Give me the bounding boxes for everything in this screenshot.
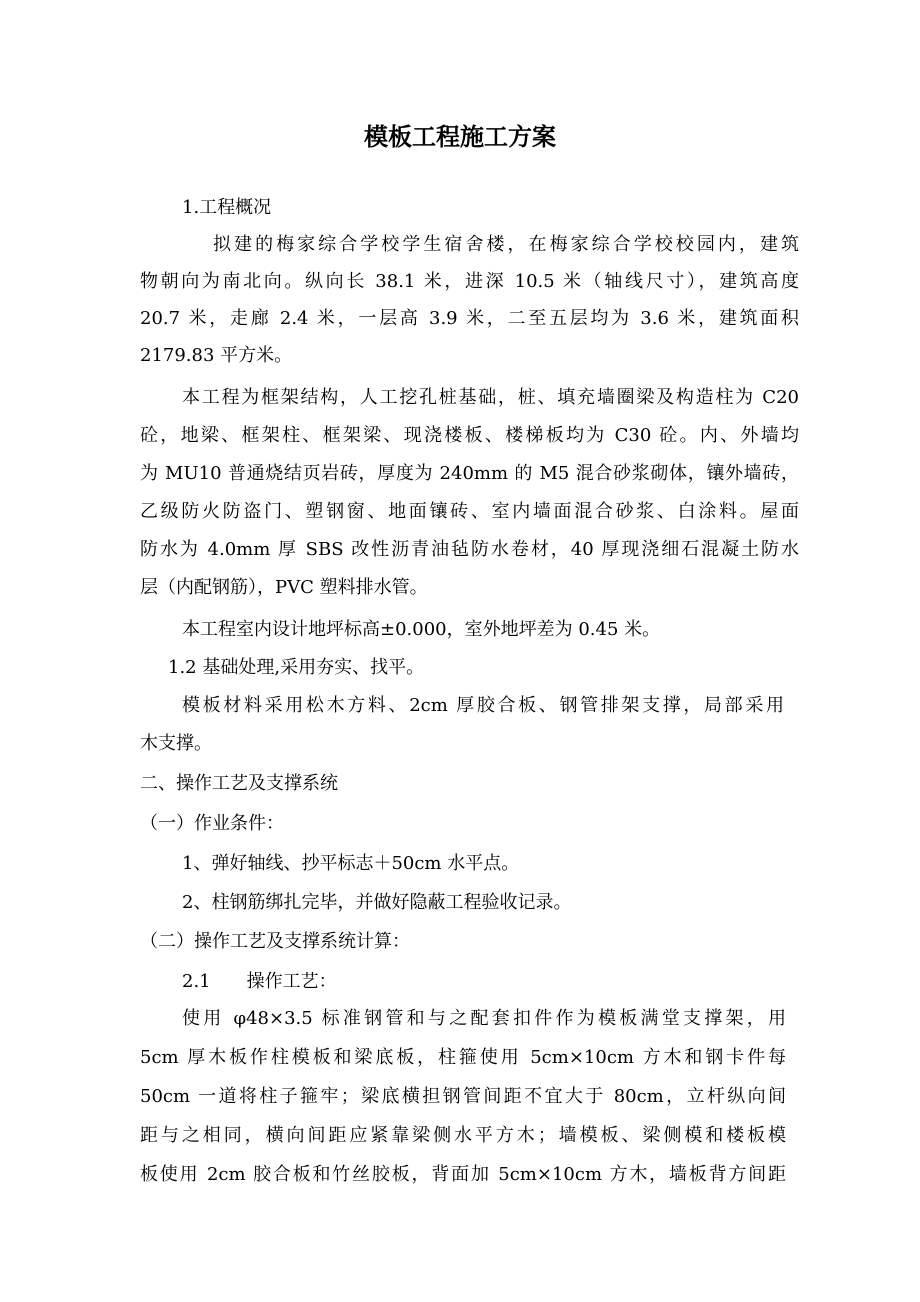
list-item: 1、弹好轴线、抄平标志＋50cm 水平点。 (182, 853, 520, 874)
paragraph-line: 拟建的梅家综合学校学生宿舍楼，在梅家综合学校校园内，建筑 (213, 234, 799, 255)
paragraph-line: 模板材料采用松木方料、2cm 厚胶合板、钢管排架支撑，局部采用 (182, 695, 784, 716)
paragraph-line: 50cm 一道将柱子箍牢；梁底横担钢管间距不宜大于 80cm，立杆纵向间 (140, 1086, 786, 1107)
paragraph-line: 木支撑。 (140, 733, 212, 754)
paragraph-line: 本工程为框架结构，人工挖孔桩基础，桩、填充墙圈梁及构造柱为 C20 (182, 387, 799, 408)
paragraph-line: 本工程室内设计地坪标高±0.000，室外地坪差为 0.45 米。 (182, 619, 661, 640)
paragraph-line: 20.7 米，走廊 2.4 米，一层高 3.9 米，二至五层均为 3.6 米，建筑面积 (140, 308, 799, 329)
paragraph-line: 2179.83 平方米。 (140, 345, 293, 366)
paragraph-line: 物朝向为南北向。纵向长 38.1 米，进深 10.5 米（轴线尺寸），建筑高度 (140, 271, 799, 292)
paragraph-line: 为 MU10 普通烧结页岩砖，厚度为 240mm 的 M5 混合砂浆砌体，镶外墙砖， (140, 463, 799, 484)
heading-project-overview: 1.工程概况 (182, 197, 272, 218)
paragraph-line: 5cm 厚木板作柱模板和梁底板，柱箍使用 5cm×10cm 方木和钢卡件每 (140, 1047, 786, 1068)
paragraph-line: 乙级防火防盗门、塑钢窗、地面镶砖、室内墙面混合砂浆、白涂料。屋面 (140, 501, 799, 522)
paragraph-line: 板使用 2cm 胶合板和竹丝胶板，背面加 5cm×10cm 方木，墙板背方间距 (140, 1164, 786, 1185)
subsection-heading: （二）操作工艺及支撑系统计算： (140, 931, 410, 952)
list-item: 2、柱钢筋绑扎完毕，并做好隐蔽工程验收记录。 (182, 892, 572, 913)
subheading-operation-process: 2.1 操作工艺： (182, 971, 337, 992)
paragraph-line: 距与之相同，横向间距应紧靠梁侧水平方木；墙模板、梁侧模和楼板模 (140, 1125, 786, 1146)
subsection-heading: （一）作业条件： (140, 813, 284, 834)
document-title: 模板工程施工方案 (364, 123, 556, 151)
paragraph-line: 砼，地梁、框架柱、框架梁、现浇楼板、楼梯板均为 C30 砼。内、外墙均 (140, 425, 799, 446)
subheading-foundation: 1.2 基础处理,采用夯实、找平。 (168, 657, 425, 678)
paragraph-line: 使用 φ48×3.5 标准钢管和与之配套扣件作为模板满堂支撑架，用 (182, 1008, 786, 1029)
section-heading: 二、操作工艺及支撑系统 (140, 773, 338, 794)
paragraph-line: 层（内配钢筋），PVC 塑料排水管。 (140, 577, 428, 598)
paragraph-line: 防水为 4.0mm 厚 SBS 改性沥青油毡防水卷材，40 厚现浇细石混凝土防水 (140, 539, 799, 560)
